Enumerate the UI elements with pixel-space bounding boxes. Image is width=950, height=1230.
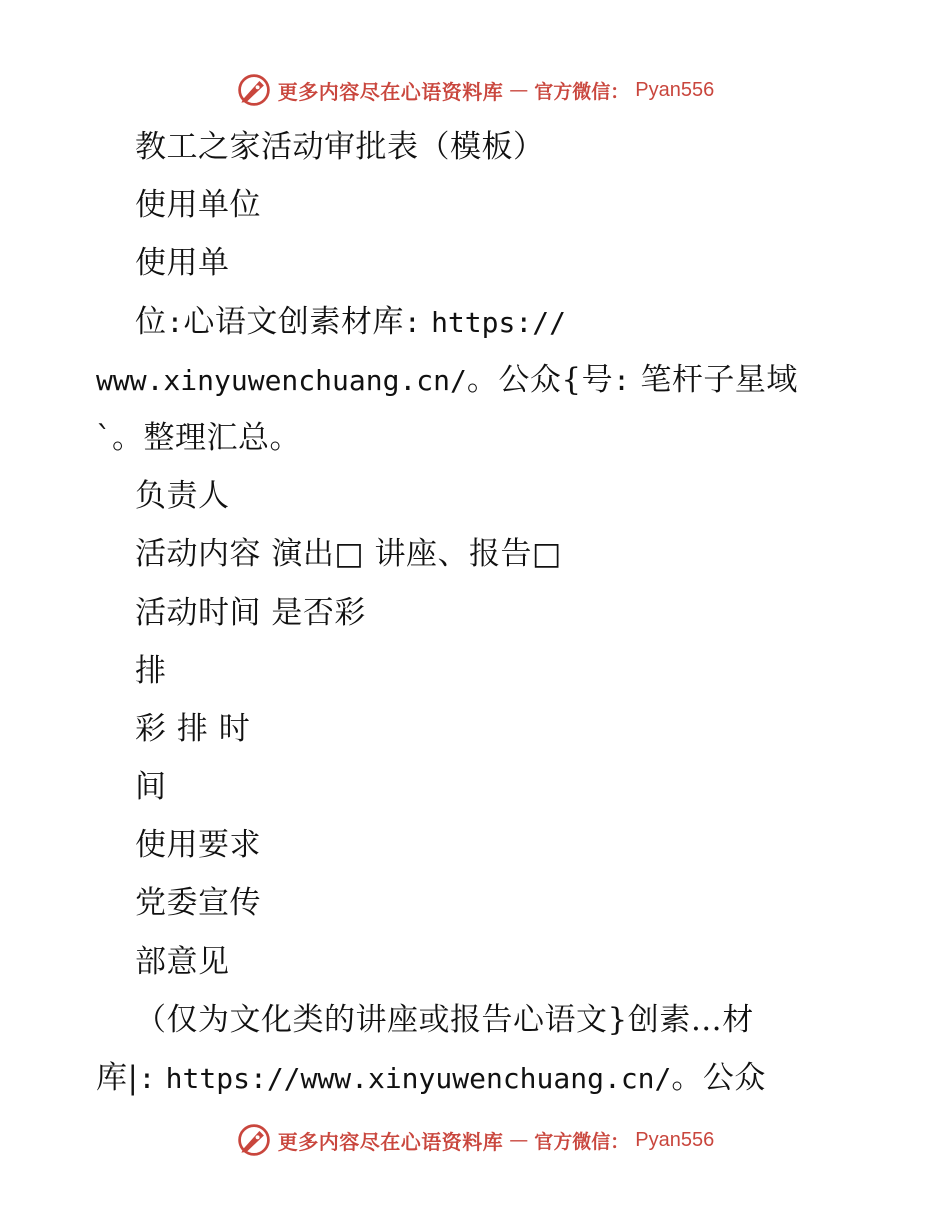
- doc-line: 使用要求: [135, 827, 261, 864]
- header-banner: [0, 70, 950, 110]
- doc-line: 使用单位: [135, 187, 261, 224]
- banner-separator: —: [509, 1129, 529, 1151]
- doc-line: 彩 排 时: [135, 710, 251, 747]
- doc-line: www.xinyuwenchuang.cn/。公众{号: 笔杆子星域: [96, 361, 798, 398]
- banner-contact-id: Pyan556: [635, 1128, 715, 1151]
- doc-line: 教工之家活动审批表（模板）: [135, 129, 545, 165]
- banner-contact-label: 官方微信：: [534, 1130, 630, 1153]
- doc-line: `。整理汇总。: [96, 419, 301, 456]
- pen-nib-logo-icon: [236, 72, 272, 108]
- banner-contact-label: 官方微信：: [534, 80, 630, 103]
- doc-line: （仅为文化类的讲座或报告心语文}创素…材: [135, 1001, 754, 1038]
- doc-line: 排: [135, 652, 167, 689]
- doc-line: 活动时间 是否彩: [135, 594, 366, 631]
- banner-title: 更多内容尽在心语资料库: [277, 1129, 504, 1154]
- doc-line: 库|: https://www.xinyuwenchuang.cn/。公众: [96, 1060, 766, 1096]
- doc-line: 活动内容 演出□ 讲座、报告□: [135, 536, 562, 573]
- pen-nib-logo-icon: [236, 1122, 272, 1158]
- doc-line: 位:心语文创素材库: https://: [135, 303, 566, 340]
- banner-title: 更多内容尽在心语资料库: [277, 79, 504, 104]
- doc-line: 负责人: [135, 478, 230, 515]
- banner-contact-id: Pyan556: [635, 78, 715, 101]
- footer-banner: [0, 1120, 950, 1160]
- banner-separator: —: [509, 79, 529, 101]
- doc-line: 间: [135, 769, 167, 806]
- doc-line: 党委宣传: [135, 885, 261, 922]
- doc-line: 部意见: [135, 943, 230, 980]
- document-body: [96, 118, 856, 1107]
- doc-line: 使用单: [135, 245, 230, 282]
